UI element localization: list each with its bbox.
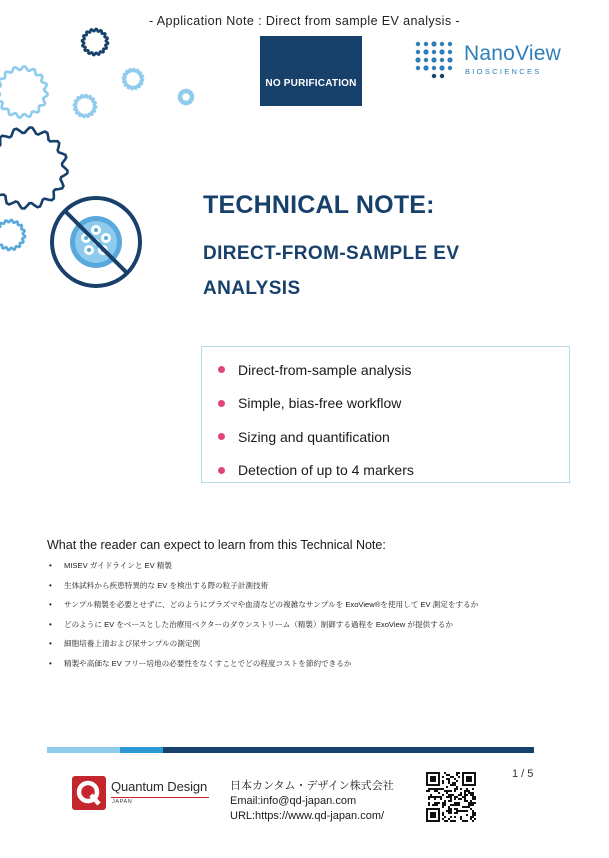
logo-sub: BIOSCIENCES [465, 67, 542, 76]
qd-sub: JAPAN [112, 799, 133, 805]
list-item-text: どのように EV をベースとした治療用ベクターのダウンストリーム（精製）制御する過程を ExoView が提供するか [64, 619, 453, 629]
list-item [47, 634, 547, 654]
expect-list [47, 556, 547, 673]
feature-label: Direct-from-sample analysis [238, 361, 412, 378]
company-info [230, 779, 394, 824]
feature-item [218, 387, 569, 421]
feature-item [218, 420, 569, 454]
bullet-dot-icon [218, 433, 225, 440]
nanoview-logo [414, 40, 564, 80]
title-line-2: DIRECT-FROM-SAMPLE EV ANALYSIS [203, 243, 460, 299]
list-item [47, 556, 547, 576]
features-box [201, 346, 570, 483]
wavy-circle-icon [0, 66, 48, 117]
feature-label: Detection of up to 4 markers [238, 462, 414, 479]
list-item [47, 654, 547, 674]
title-line-1: TECHNICAL NOTE: [203, 191, 435, 219]
list-item-text: サンプル精製を必要とせずに、どのようにプラズマや血清などの複雑なサンプルを ExoView®を使用して EV 測定をするか [64, 600, 479, 609]
wavy-circle-icon [123, 69, 143, 89]
list-item-text: 生体試料から疾患特異的な EV を検出する際の粒子計測技術 [64, 580, 269, 590]
bullet-icon: • [49, 561, 52, 570]
list-item-text: 細胞培養上清および尿サンプルの測定例 [64, 639, 201, 648]
qd-name: Quantum Design [111, 779, 208, 794]
company-email[interactable]: Email:info@qd-japan.com [230, 795, 357, 807]
list-item-text: MISEV ガイドラインと EV 精製 [64, 561, 172, 570]
qd-underline [111, 797, 209, 798]
bullet-icon: • [49, 580, 52, 590]
nanoview-logo-icon [414, 40, 458, 80]
logo-name: NanoView [464, 42, 561, 65]
bullet-dot-icon [218, 400, 225, 407]
bullet-icon: • [49, 658, 52, 668]
footer-bar-mid [120, 747, 163, 753]
feature-label: Simple, bias-free workflow [238, 395, 402, 412]
feature-item [218, 454, 569, 488]
wavy-circle-icon [179, 90, 193, 104]
wavy-circle-icon [82, 29, 108, 55]
list-item-text: 精製や高価な EV フリー培地の必要性をなくすことでどの程度コストを節約できるか [64, 658, 352, 668]
list-item [47, 576, 547, 596]
wavy-circle-icon [74, 95, 96, 117]
feature-label: Sizing and quantification [238, 428, 390, 445]
expect-heading: What the reader can expect to learn from this Technical Note: [47, 538, 386, 552]
bullet-icon: • [49, 639, 52, 648]
no-purification-badge [260, 36, 362, 106]
list-item [47, 615, 547, 635]
badge-label: NO PURIFICATION [265, 78, 357, 89]
company-name: 日本カンタム・デザイン株式会社 [230, 780, 394, 792]
list-item [47, 595, 547, 615]
bullet-dot-icon [218, 467, 225, 474]
bullet-icon: • [49, 600, 52, 609]
quantum-design-logo-icon [72, 776, 106, 810]
no-purification-icon [44, 190, 154, 300]
qr-code-icon[interactable] [426, 772, 476, 822]
bullet-dot-icon [218, 366, 225, 373]
wavy-circle-icon [0, 220, 25, 250]
footer-bar-dark [163, 747, 534, 753]
company-url[interactable]: URL:https://www.qd-japan.com/ [230, 810, 385, 822]
header-line: - Application Note : Direct from sample EV analysis - [149, 14, 460, 28]
feature-item [218, 353, 569, 387]
bullet-icon: • [49, 619, 52, 629]
footer-bar-light [47, 747, 120, 753]
page-number: 1 / 5 [512, 768, 534, 780]
